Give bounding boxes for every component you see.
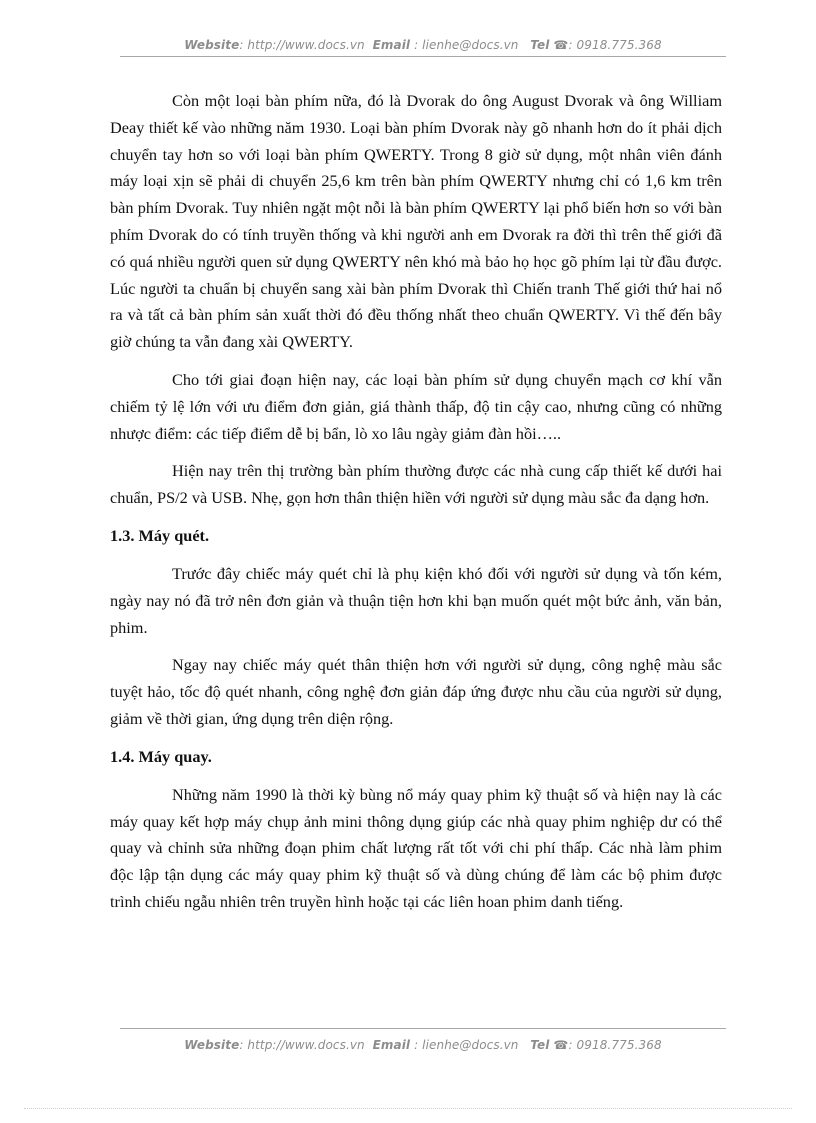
paragraph-scanner-history: Trước đây chiếc máy quét chỉ là phụ kiện khó đối với người sử dụng và tốn kém, ngày nay nó đã trở nên đơn giản và thuận tiện hơn khi bạn muốn quét một bức ảnh, văn bản, phim.: [110, 563, 722, 637]
footer-tel-value: : 0918.775.368: [568, 1038, 662, 1052]
header-tel-value: : 0918.775.368: [568, 38, 662, 52]
header-email-label: Email: [372, 38, 411, 52]
paragraph-mechanical-keyboard: Cho tới giai đoạn hiện nay, các loại bàn phím sử dụng chuyển mạch cơ khí vẫn chiếm tỷ lệ lớn với ưu điểm đơn giản, giá thành thấp, độ tin cậy cao, nhưng cũng có những nhược điểm: các tiếp điểm dễ bị bẩn, lò xo lâu ngày giảm đàn hồi…..: [110, 369, 722, 443]
footer-tel-label: Tel: [530, 1038, 550, 1052]
section-heading-scanner: 1.3. Máy quét.: [110, 525, 210, 545]
phone-icon: ☎: [553, 38, 569, 52]
header-website-url[interactable]: : http://www.docs.vn: [239, 38, 365, 52]
footer-rule: [120, 1028, 726, 1029]
footer-website-url[interactable]: : http://www.docs.vn: [239, 1038, 365, 1052]
phone-icon: ☎: [553, 1038, 569, 1052]
footer-email-label: Email: [372, 1038, 411, 1052]
paragraph-scanner-today: Ngay nay chiếc máy quét thân thiện hơn với người sử dụng, công nghệ màu sắc tuyệt hảo, tốc độ quét nhanh, công nghệ đơn giản đáp ứng được nhu cầu của người sử dụng, giảm về thời gian, ứng dụng trên diện rộng.: [110, 655, 722, 728]
page-footer: [120, 1038, 726, 1052]
page-header: [120, 38, 726, 52]
footer-website-label: Website: [184, 1038, 240, 1052]
paragraph-camera: Những năm 1990 là thời kỳ bùng nổ máy quay phim kỹ thuật số và hiện nay là các máy quay kết hợp máy chụp ảnh mini thông dụng giúp các nhà quay phim nghiệp dư có thể quay và chỉnh sửa những đoạn phim chất lượng rất tốt với chi phí thấp. Các nhà làm phim độc lập tận dụng các máy quay phim kỹ thuật số và dùng chúng để làm các bộ phim được trình chiếu ngẫu nhiên trên truyền hình hoặc tại các liên hoan phim danh tiếng.: [110, 784, 722, 911]
header-website-label: Website: [184, 38, 240, 52]
header-rule: [120, 56, 726, 57]
paragraph-keyboard-standards: Hiện nay trên thị trường bàn phím thường được các nhà cung cấp thiết kế dưới hai chuẩn, PS/2 và USB. Nhẹ, gọn hơn thân thiện hiền với người sử dụng màu sắc đa dạng hơn.: [110, 461, 722, 508]
document-body: [110, 88, 722, 927]
section-heading-camera: 1.4. Máy quay.: [110, 746, 212, 766]
header-email-value[interactable]: : lienhe@docs.vn: [414, 38, 519, 52]
paragraph-dvorak: Còn một loại bàn phím nữa, đó là Dvorak do ông August Dvorak và ông William Deay thiết kế vào những năm 1930. Loại bàn phím Dvorak này gõ nhanh hơn do ít phải dịch chuyển tay hơn so với loại bàn phím QWERTY. Trong 8 giờ sử dụng, một nhân viên đánh máy loại xịn sẽ phải di chuyển 25,6 km trên bàn phím QWERTY nhưng chỉ có 1,6 km trên bàn phím Dvorak. Tuy nhiên ngặt một nỗi là bàn phím QWERTY lại phổ biến hơn so với bàn phím Dvorak do có tính truyền thống và khi người anh em Dvorak ra đời thì trên thế giới đã có quá nhiều người quen sử dụng QWERTY nên khó mà bảo họ học gõ phím lại từ đầu được. Lúc người ta chuẩn bị chuyển sang xài bàn phím Dvorak thì Chiến tranh Thế giới thứ hai nổ ra và tất cả bàn phím sản xuất thời đó đều thống nhất theo chuẩn QWERTY. Vì thế đến bây giờ chúng ta vẫn đang xài QWERTY.: [110, 91, 722, 352]
page-edge-divider: [24, 1108, 792, 1109]
footer-email-value[interactable]: : lienhe@docs.vn: [414, 1038, 519, 1052]
header-tel-label: Tel: [530, 38, 550, 52]
